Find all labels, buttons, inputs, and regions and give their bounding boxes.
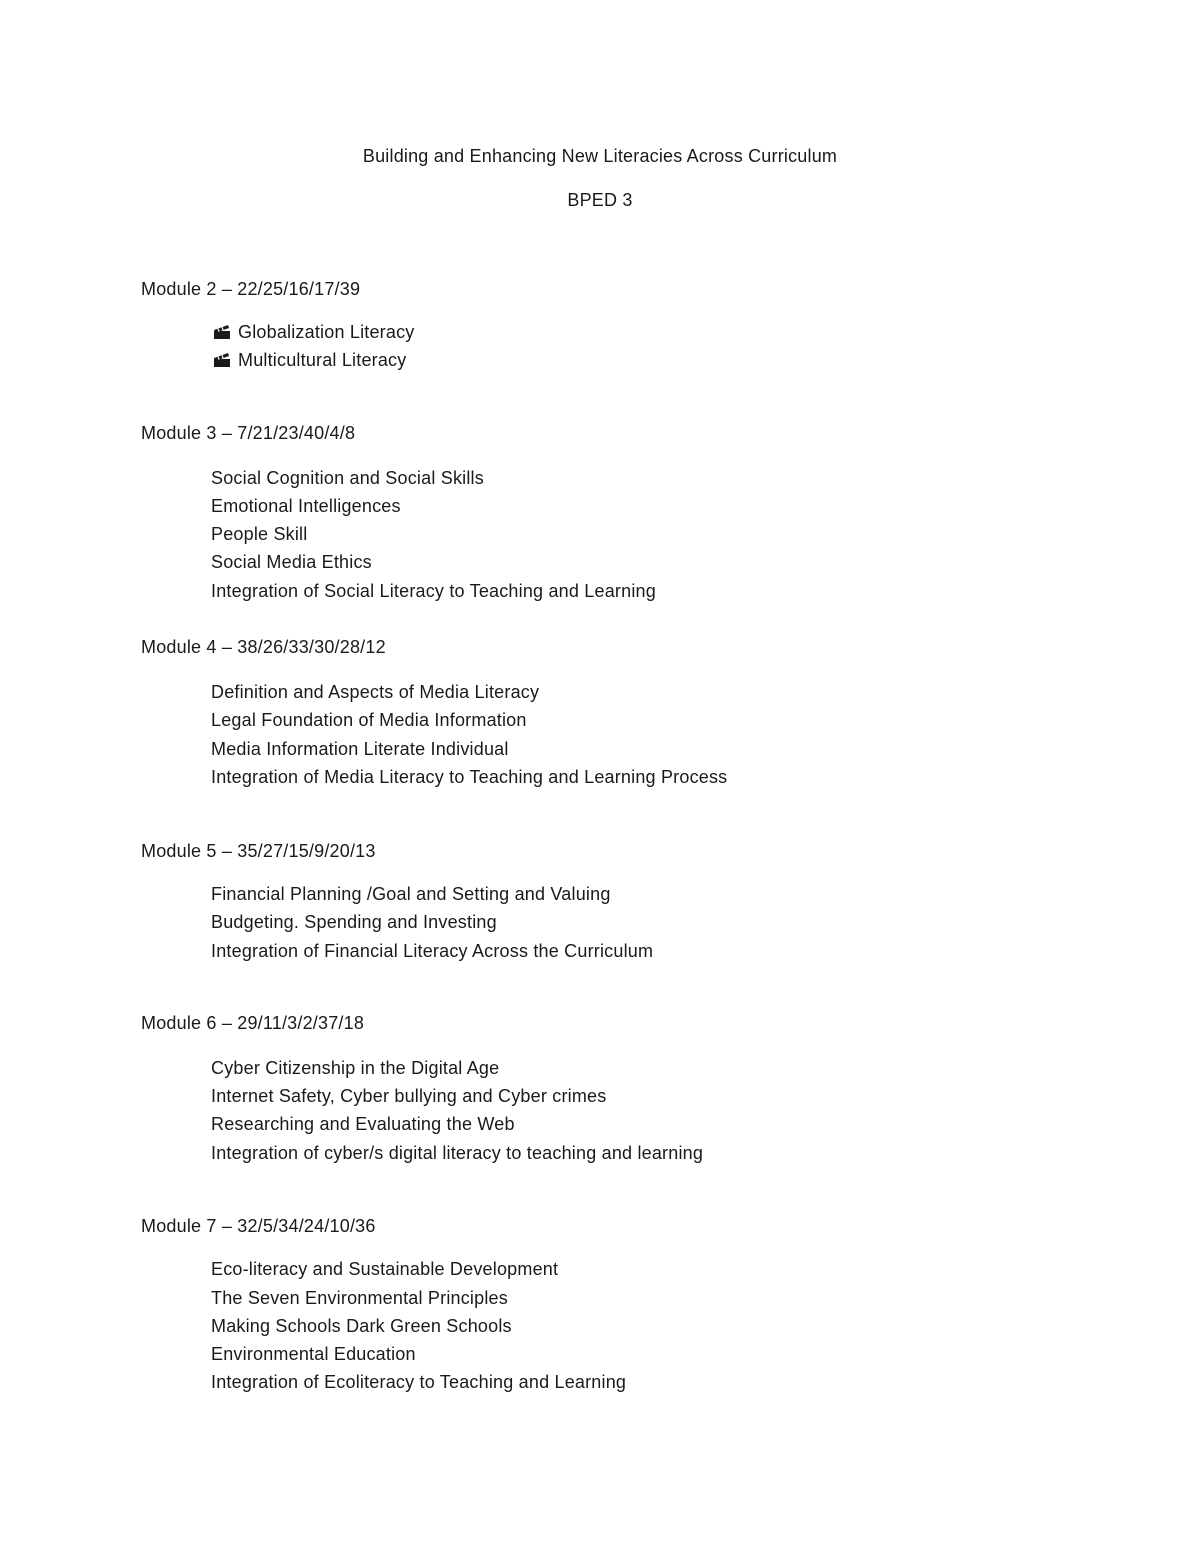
list-item: Making Schools Dark Green Schools bbox=[211, 1316, 512, 1336]
bullet-list-item bbox=[213, 321, 415, 343]
list-item: Integration of Ecoliteracy to Teaching and Learning bbox=[211, 1372, 627, 1392]
list-item: Social Cognition and Social Skills bbox=[211, 468, 484, 488]
module-heading: Module 2 – 22/25/16/17/39 bbox=[141, 279, 361, 299]
clapperboard-icon bbox=[213, 352, 231, 368]
list-item: Media Information Literate Individual bbox=[211, 739, 509, 759]
list-item: Emotional Intelligences bbox=[211, 496, 401, 516]
bullet-list-item bbox=[213, 349, 406, 371]
bullet-item-label: Multicultural Literacy bbox=[238, 350, 407, 370]
list-item: Definition and Aspects of Media Literacy bbox=[211, 682, 540, 702]
list-item: Budgeting. Spending and Investing bbox=[211, 912, 497, 932]
list-item: Integration of Social Literacy to Teaching and Learning bbox=[211, 581, 656, 601]
document-subtitle: BPED 3 bbox=[567, 190, 633, 210]
list-item: Financial Planning /Goal and Setting and Valuing bbox=[211, 884, 611, 904]
clapperboard-icon bbox=[213, 324, 231, 340]
module-heading: Module 6 – 29/11/3/2/37/18 bbox=[141, 1013, 365, 1033]
module-heading: Module 7 – 32/5/34/24/10/36 bbox=[141, 1216, 376, 1236]
list-item: Integration of Media Literacy to Teaching and Learning Process bbox=[211, 767, 728, 787]
bullet-item-label: Globalization Literacy bbox=[238, 322, 415, 342]
module-heading: Module 4 – 38/26/33/30/28/12 bbox=[141, 637, 386, 657]
list-item: Internet Safety, Cyber bullying and Cyber crimes bbox=[211, 1086, 607, 1106]
list-item: People Skill bbox=[211, 524, 308, 544]
list-item: Researching and Evaluating the Web bbox=[211, 1114, 515, 1134]
list-item: Integration of cyber/s digital literacy to teaching and learning bbox=[211, 1143, 704, 1163]
list-item: Cyber Citizenship in the Digital Age bbox=[211, 1058, 500, 1078]
module-heading: Module 3 – 7/21/23/40/4/8 bbox=[141, 423, 356, 443]
document-title: Building and Enhancing New Literacies Across Curriculum bbox=[362, 146, 838, 166]
list-item: Legal Foundation of Media Information bbox=[211, 710, 527, 730]
list-item: The Seven Environmental Principles bbox=[211, 1288, 508, 1308]
list-item: Environmental Education bbox=[211, 1344, 416, 1364]
module-heading: Module 5 – 35/27/15/9/20/13 bbox=[141, 841, 376, 861]
list-item: Integration of Financial Literacy Across the Curriculum bbox=[211, 941, 654, 961]
list-item: Eco-literacy and Sustainable Development bbox=[211, 1259, 559, 1279]
list-item: Social Media Ethics bbox=[211, 552, 372, 572]
